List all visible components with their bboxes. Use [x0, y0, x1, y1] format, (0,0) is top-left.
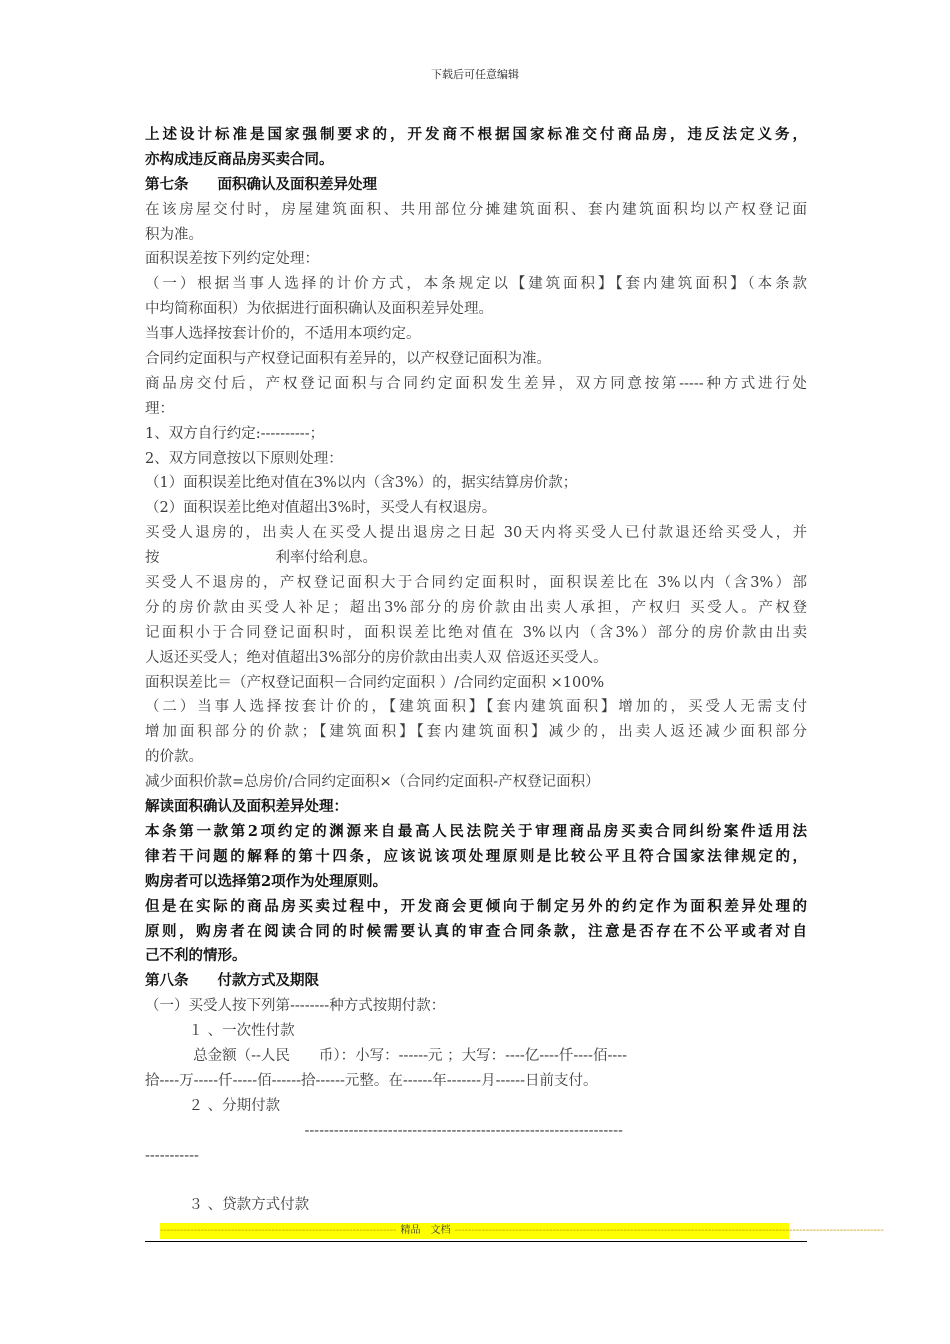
text-line: 买受人退房的，出卖人在买受人提出退房之日起 30天内将买受人已付款退还给买受人，并 — [145, 525, 807, 542]
text-line: 记面积小于合同登记面积时，面积误差比绝对值在 3%以内（含3%）部分的房价款由出卖 — [145, 624, 807, 641]
footer-dashes-left: ---------------------------------------------------------------------- — [160, 1225, 397, 1236]
text-line: （二）当事人选择按套计价的，【建筑面积】【套内建筑面积】增加的，买受人无需支付 — [145, 699, 807, 716]
section-heading: 解读面积确认及面积差异处理： — [145, 798, 348, 816]
text-line: 合同约定面积与产权登记面积有差异的，以产权登记面积为准。 — [145, 351, 551, 368]
text-line: 中均简称面积）为依据进行面积确认及面积差异处理。 — [145, 301, 493, 318]
text-line: （1）面积误差比绝对值在3%以内（含3%）的，据实结算房价款； — [145, 475, 578, 492]
text-line: （一）根据当事人选择的计价方式，本条规定以【建筑面积】【套内建筑面积】（本条款 — [145, 276, 807, 293]
text-line: 律若干问题的解释的第十四条，应该说该项处理原则是比较公平且符合国家法律规定的， — [145, 847, 807, 865]
text-line: 理： — [145, 400, 174, 417]
text-line: 商品房交付后，产权登记面积与合同约定面积发生差异，双方同意按第-----种方式进行处 — [145, 375, 807, 392]
text-line: 积为准。 — [145, 226, 203, 243]
text-line: （2）面积误差比绝对值超出3%时，买受人有权退房。 — [145, 500, 497, 517]
text-line: 2、双方同意按以下原则处理： — [145, 450, 343, 467]
text-line: 增加面积部分的价款；【建筑面积】【套内建筑面积】减少的，出卖人返还减少面积部分 — [145, 724, 807, 741]
section-heading: 第七条 面积确认及面积差异处理 — [145, 175, 377, 193]
text-line: 买受人不退房的，产权登记面积大于合同约定面积时，面积误差比在 3%以内（含3%）部 — [145, 575, 807, 592]
section-heading: 第八条 付款方式及期限 — [145, 972, 319, 990]
formula-line: 面积误差比＝（产权登记面积－合同约定面积 ）/合同约定面积 ×100% — [145, 674, 605, 691]
text-line: ３ 、贷款方式付款 — [145, 1197, 310, 1214]
text-line: 在该房屋交付时，房屋建筑面积、共用部位分摊建筑面积、套内建筑面积均以产权登记面 — [145, 201, 807, 218]
text-line: 亦构成违反商品房买卖合同。 — [145, 150, 334, 168]
text-line: 分的房价款由买受人补足；超出3%部分的房价款由出卖人承担，产权归 买受人。产权登 — [145, 599, 807, 616]
footer-divider — [145, 1241, 807, 1242]
text-line: 拾----万-----仟-----佰------拾------元整。在------年-------月------日前支付。 — [145, 1072, 598, 1089]
text-line: 1、双方自行约定:----------； — [145, 425, 325, 442]
formula-line: 减少面积价款=总房价/合同约定面积×（合同约定面积-产权登记面积） — [145, 774, 600, 791]
dash-line: ----------- — [145, 1147, 199, 1164]
text-line: 面积误差按下列约定处理： — [145, 251, 319, 268]
dash-line: ----------------------------------------------------------------- — [145, 1122, 623, 1139]
footer-dashes-right: ------------------------------------------------------------------------------------------------------------------------------- — [454, 1225, 884, 1236]
text-line: （一）买受人按下列第--------种方式按期付款： — [145, 998, 446, 1015]
text-line: 原则，购房者在阅读合同的时候需要认真的审查合同条款，注意是否存在不公平或者对自 — [145, 922, 807, 940]
page-header: 下载后可任意编辑 — [431, 68, 519, 81]
blank-line — [145, 1168, 807, 1193]
text-line: 的价款。 — [145, 749, 203, 766]
text-line: 当事人选择按套计价的，不适用本项约定。 — [145, 326, 421, 343]
footer-label: 精品 文档 — [400, 1225, 451, 1236]
text-line: 但是在实际的商品房买卖过程中，开发商会更倾向于制定另外的约定作为面积差异处理的 — [145, 897, 807, 915]
document-body — [145, 123, 807, 1218]
text-line: ２ 、分期付款 — [145, 1097, 281, 1114]
text-line: 人返还买受人；绝对值超出3%部分的房价款由出卖人双 倍返还买受人。 — [145, 649, 608, 666]
text-line: 购房者可以选择第2项作为处理原则。 — [145, 872, 388, 890]
text-line: 己不利的情形。 — [145, 947, 247, 965]
text-line: 总金额（--人民 币）：小写：------元 ；大写：----亿----仟----佰---- — [145, 1047, 628, 1064]
text-line: 按 利率付给利息。 — [145, 550, 377, 567]
text-line: 本条第一款第2项约定的渊源来自最高人民法院关于审理商品房买卖合同纠纷案件适用法 — [145, 822, 807, 840]
text-line: １ 、一次性付款 — [145, 1023, 295, 1040]
footer-banner — [160, 1223, 884, 1239]
text-line: 上述设计标准是国家强制要求的，开发商不根据国家标准交付商品房，违反法定义务， — [145, 126, 807, 143]
